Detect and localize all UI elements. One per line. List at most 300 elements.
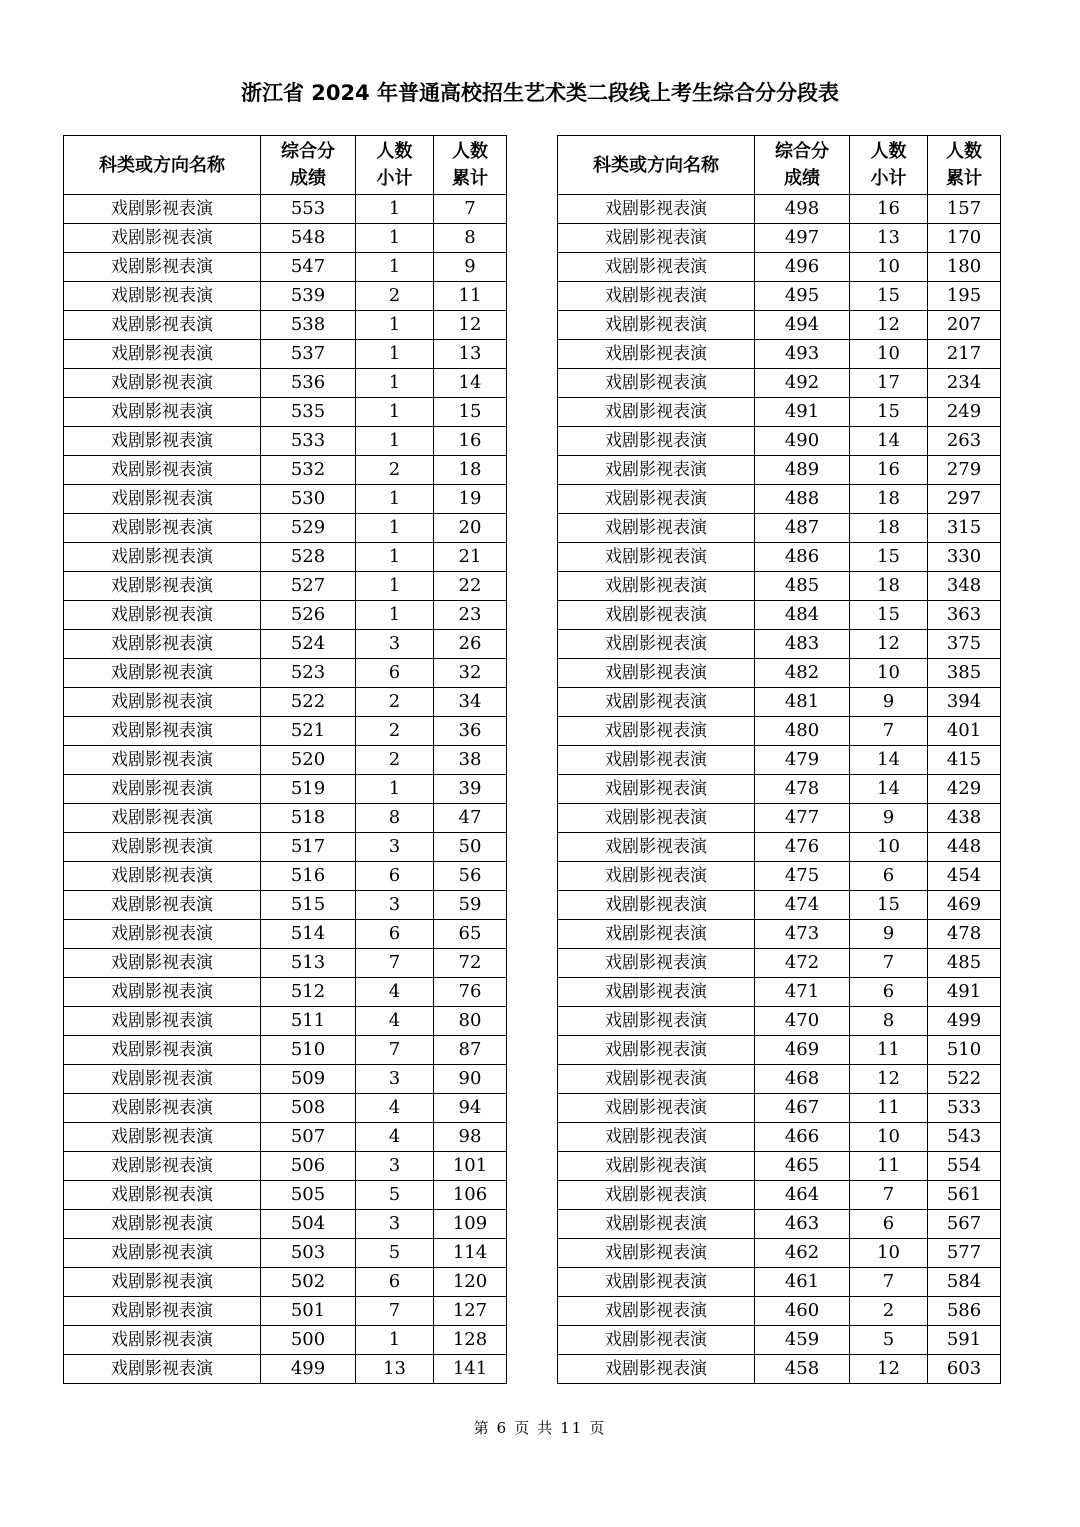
cell-count: 18 — [850, 572, 928, 601]
table-row — [64, 572, 507, 601]
cell-score: 488 — [755, 485, 850, 514]
cell-category-name: 戏剧影视表演 — [64, 688, 261, 717]
cell-score: 467 — [755, 1094, 850, 1123]
cell-category-name: 戏剧影视表演 — [558, 688, 755, 717]
cell-category-name: 戏剧影视表演 — [558, 1094, 755, 1123]
cell-count: 1 — [356, 398, 434, 427]
cell-category-name: 戏剧影视表演 — [558, 862, 755, 891]
cell-score: 537 — [261, 340, 356, 369]
cell-count: 17 — [850, 369, 928, 398]
cell-count: 18 — [850, 485, 928, 514]
cell-score: 478 — [755, 775, 850, 804]
cell-category-name: 戏剧影视表演 — [558, 1065, 755, 1094]
cell-cumulative: 217 — [928, 340, 1001, 369]
cell-score: 491 — [755, 398, 850, 427]
cell-category-name: 戏剧影视表演 — [558, 659, 755, 688]
table-row — [558, 746, 1001, 775]
cell-score: 464 — [755, 1181, 850, 1210]
cell-cumulative: 315 — [928, 514, 1001, 543]
cell-score: 517 — [261, 833, 356, 862]
cell-cumulative: 114 — [434, 1239, 507, 1268]
cell-category-name: 戏剧影视表演 — [558, 282, 755, 311]
cell-category-name: 戏剧影视表演 — [558, 427, 755, 456]
cell-category-name: 戏剧影视表演 — [64, 804, 261, 833]
cell-category-name: 戏剧影视表演 — [64, 833, 261, 862]
cell-cumulative: 401 — [928, 717, 1001, 746]
cell-count: 9 — [850, 688, 928, 717]
cell-count: 1 — [356, 572, 434, 601]
cell-cumulative: 21 — [434, 543, 507, 572]
cell-score: 472 — [755, 949, 850, 978]
header-score: 综合分 成绩 — [261, 136, 356, 195]
cell-score: 468 — [755, 1065, 850, 1094]
cell-category-name: 戏剧影视表演 — [64, 398, 261, 427]
cell-cumulative: 448 — [928, 833, 1001, 862]
cell-category-name: 戏剧影视表演 — [558, 1036, 755, 1065]
cell-cumulative: 591 — [928, 1326, 1001, 1355]
cell-score: 513 — [261, 949, 356, 978]
table-row — [64, 688, 507, 717]
table-row — [64, 1123, 507, 1152]
cell-score: 514 — [261, 920, 356, 949]
cell-cumulative: 56 — [434, 862, 507, 891]
cell-category-name: 戏剧影视表演 — [64, 311, 261, 340]
table-row — [558, 949, 1001, 978]
cell-count: 14 — [850, 746, 928, 775]
cell-cumulative: 157 — [928, 195, 1001, 224]
cell-category-name: 戏剧影视表演 — [558, 1355, 755, 1384]
table-row — [64, 427, 507, 456]
cell-category-name: 戏剧影视表演 — [64, 601, 261, 630]
table-row — [558, 514, 1001, 543]
cell-count: 6 — [850, 1210, 928, 1239]
cell-cumulative: 510 — [928, 1036, 1001, 1065]
table-row — [558, 311, 1001, 340]
cell-score: 520 — [261, 746, 356, 775]
cell-score: 492 — [755, 369, 850, 398]
cell-count: 3 — [356, 1210, 434, 1239]
cell-count: 7 — [850, 1181, 928, 1210]
cell-category-name: 戏剧影视表演 — [64, 1297, 261, 1326]
cell-cumulative: 180 — [928, 253, 1001, 282]
cell-category-name: 戏剧影视表演 — [64, 1036, 261, 1065]
cell-score: 489 — [755, 456, 850, 485]
cell-cumulative: 106 — [434, 1181, 507, 1210]
cell-cumulative: 128 — [434, 1326, 507, 1355]
cell-cumulative: 297 — [928, 485, 1001, 514]
table-row — [64, 1152, 507, 1181]
cell-cumulative: 50 — [434, 833, 507, 862]
table-row — [64, 311, 507, 340]
cell-category-name: 戏剧影视表演 — [558, 804, 755, 833]
cell-count: 6 — [356, 862, 434, 891]
cell-count: 4 — [356, 1094, 434, 1123]
cell-count: 1 — [356, 340, 434, 369]
cell-score: 521 — [261, 717, 356, 746]
cell-cumulative: 577 — [928, 1239, 1001, 1268]
cell-category-name: 戏剧影视表演 — [64, 862, 261, 891]
cell-cumulative: 454 — [928, 862, 1001, 891]
cell-category-name: 戏剧影视表演 — [558, 717, 755, 746]
score-table-left — [63, 135, 507, 1384]
cell-score: 462 — [755, 1239, 850, 1268]
cell-category-name: 戏剧影视表演 — [558, 340, 755, 369]
cell-category-name: 戏剧影视表演 — [64, 1210, 261, 1239]
cell-cumulative: 72 — [434, 949, 507, 978]
cell-cumulative: 120 — [434, 1268, 507, 1297]
table-row — [64, 1297, 507, 1326]
cell-score: 518 — [261, 804, 356, 833]
table-row — [558, 485, 1001, 514]
table-row — [64, 601, 507, 630]
cell-score: 505 — [261, 1181, 356, 1210]
cell-category-name: 戏剧影视表演 — [558, 311, 755, 340]
cell-score: 510 — [261, 1036, 356, 1065]
cell-score: 526 — [261, 601, 356, 630]
cell-cumulative: 469 — [928, 891, 1001, 920]
cell-count: 18 — [850, 514, 928, 543]
cell-cumulative: 26 — [434, 630, 507, 659]
cell-category-name: 戏剧影视表演 — [64, 1094, 261, 1123]
cell-category-name: 戏剧影视表演 — [64, 369, 261, 398]
cell-score: 473 — [755, 920, 850, 949]
cell-count: 6 — [850, 978, 928, 1007]
cell-cumulative: 76 — [434, 978, 507, 1007]
cell-count: 1 — [356, 427, 434, 456]
cell-cumulative: 87 — [434, 1036, 507, 1065]
cell-category-name: 戏剧影视表演 — [558, 1181, 755, 1210]
page-title: 浙江省 2024 年普通高校招生艺术类二段线上考生综合分分段表 — [240, 81, 840, 105]
cell-category-name: 戏剧影视表演 — [64, 1355, 261, 1384]
table-row — [558, 1326, 1001, 1355]
table-row — [558, 1181, 1001, 1210]
cell-cumulative: 23 — [434, 601, 507, 630]
cell-score: 477 — [755, 804, 850, 833]
cell-category-name: 戏剧影视表演 — [558, 1210, 755, 1239]
cell-count: 12 — [850, 630, 928, 659]
cell-count: 15 — [850, 543, 928, 572]
cell-score: 527 — [261, 572, 356, 601]
table-row — [64, 659, 507, 688]
cell-cumulative: 561 — [928, 1181, 1001, 1210]
cell-score: 502 — [261, 1268, 356, 1297]
cell-count: 9 — [850, 804, 928, 833]
table-row — [558, 688, 1001, 717]
cell-category-name: 戏剧影视表演 — [64, 456, 261, 485]
cell-cumulative: 47 — [434, 804, 507, 833]
table-row — [64, 282, 507, 311]
table-row — [558, 1152, 1001, 1181]
cell-cumulative: 249 — [928, 398, 1001, 427]
cell-cumulative: 90 — [434, 1065, 507, 1094]
cell-cumulative: 207 — [928, 311, 1001, 340]
cell-category-name: 戏剧影视表演 — [64, 775, 261, 804]
cell-category-name: 戏剧影视表演 — [64, 1326, 261, 1355]
table-row — [64, 1094, 507, 1123]
table-row — [558, 427, 1001, 456]
table-row — [558, 804, 1001, 833]
cell-cumulative: 195 — [928, 282, 1001, 311]
cell-count: 1 — [356, 1326, 434, 1355]
cell-count: 7 — [850, 717, 928, 746]
cell-score: 466 — [755, 1123, 850, 1152]
cell-category-name: 戏剧影视表演 — [558, 253, 755, 282]
cell-count: 7 — [356, 949, 434, 978]
table-row — [64, 746, 507, 775]
cell-cumulative: 279 — [928, 456, 1001, 485]
cell-count: 1 — [356, 485, 434, 514]
table-row — [558, 1007, 1001, 1036]
cell-cumulative: 9 — [434, 253, 507, 282]
cell-score: 483 — [755, 630, 850, 659]
cell-cumulative: 59 — [434, 891, 507, 920]
cell-score: 504 — [261, 1210, 356, 1239]
cell-cumulative: 586 — [928, 1297, 1001, 1326]
cell-category-name: 戏剧影视表演 — [558, 1007, 755, 1036]
cell-cumulative: 20 — [434, 514, 507, 543]
cell-count: 16 — [850, 195, 928, 224]
cell-count: 15 — [850, 891, 928, 920]
cell-score: 538 — [261, 311, 356, 340]
cell-cumulative: 22 — [434, 572, 507, 601]
cell-cumulative: 127 — [434, 1297, 507, 1326]
table-row — [64, 1268, 507, 1297]
cell-count: 1 — [356, 195, 434, 224]
cell-count: 3 — [356, 1152, 434, 1181]
cell-category-name: 戏剧影视表演 — [64, 1268, 261, 1297]
table-row — [64, 224, 507, 253]
cell-category-name: 戏剧影视表演 — [558, 195, 755, 224]
cell-cumulative: 11 — [434, 282, 507, 311]
cell-count: 10 — [850, 1239, 928, 1268]
table-row — [64, 1007, 507, 1036]
cell-category-name: 戏剧影视表演 — [64, 920, 261, 949]
table-header-row — [558, 136, 1001, 195]
cell-score: 493 — [755, 340, 850, 369]
cell-cumulative: 263 — [928, 427, 1001, 456]
cell-score: 509 — [261, 1065, 356, 1094]
cell-count: 7 — [356, 1036, 434, 1065]
cell-cumulative: 98 — [434, 1123, 507, 1152]
table-row — [558, 1123, 1001, 1152]
table-row — [558, 369, 1001, 398]
cell-count: 10 — [850, 253, 928, 282]
cell-category-name: 戏剧影视表演 — [64, 1239, 261, 1268]
cell-count: 12 — [850, 1355, 928, 1384]
table-row — [558, 572, 1001, 601]
cell-score: 529 — [261, 514, 356, 543]
cell-score: 547 — [261, 253, 356, 282]
cell-count: 11 — [850, 1152, 928, 1181]
cell-score: 497 — [755, 224, 850, 253]
cell-category-name: 戏剧影视表演 — [64, 1065, 261, 1094]
cell-score: 528 — [261, 543, 356, 572]
table-row — [64, 1210, 507, 1239]
cell-category-name: 戏剧影视表演 — [64, 514, 261, 543]
cell-category-name: 戏剧影视表演 — [558, 833, 755, 862]
cell-score: 553 — [261, 195, 356, 224]
cell-cumulative: 438 — [928, 804, 1001, 833]
cell-score: 507 — [261, 1123, 356, 1152]
cell-score: 470 — [755, 1007, 850, 1036]
cell-count: 14 — [850, 427, 928, 456]
table-row — [64, 398, 507, 427]
cell-category-name: 戏剧影视表演 — [64, 253, 261, 282]
cell-cumulative: 170 — [928, 224, 1001, 253]
cell-count: 3 — [356, 1065, 434, 1094]
cell-score: 499 — [261, 1355, 356, 1384]
table-row — [64, 1326, 507, 1355]
table-row — [64, 195, 507, 224]
cell-category-name: 戏剧影视表演 — [558, 775, 755, 804]
header-category-name: 科类或方向名称 — [558, 136, 755, 195]
cell-cumulative: 8 — [434, 224, 507, 253]
cell-count: 10 — [850, 833, 928, 862]
cell-category-name: 戏剧影视表演 — [558, 1268, 755, 1297]
cell-category-name: 戏剧影视表演 — [558, 543, 755, 572]
cell-count: 11 — [850, 1094, 928, 1123]
cell-score: 476 — [755, 833, 850, 862]
cell-score: 479 — [755, 746, 850, 775]
table-row — [558, 891, 1001, 920]
header-score: 综合分 成绩 — [755, 136, 850, 195]
cell-count: 6 — [356, 1268, 434, 1297]
cell-count: 16 — [850, 456, 928, 485]
cell-score: 482 — [755, 659, 850, 688]
table-row — [558, 601, 1001, 630]
table-row — [64, 949, 507, 978]
cell-cumulative: 499 — [928, 1007, 1001, 1036]
table-row — [558, 775, 1001, 804]
cell-cumulative: 394 — [928, 688, 1001, 717]
cell-cumulative: 348 — [928, 572, 1001, 601]
cell-category-name: 戏剧影视表演 — [64, 1123, 261, 1152]
cell-count: 13 — [356, 1355, 434, 1384]
cell-score: 511 — [261, 1007, 356, 1036]
cell-count: 1 — [356, 543, 434, 572]
cell-category-name: 戏剧影视表演 — [64, 543, 261, 572]
cell-category-name: 戏剧影视表演 — [64, 1181, 261, 1210]
cell-cumulative: 39 — [434, 775, 507, 804]
cell-count: 6 — [356, 659, 434, 688]
cell-score: 506 — [261, 1152, 356, 1181]
cell-count: 3 — [356, 833, 434, 862]
cell-cumulative: 567 — [928, 1210, 1001, 1239]
cell-count: 15 — [850, 601, 928, 630]
cell-category-name: 戏剧影视表演 — [64, 891, 261, 920]
cell-count: 2 — [356, 688, 434, 717]
header-cumulative: 人数 累计 — [434, 136, 507, 195]
cell-category-name: 戏剧影视表演 — [558, 485, 755, 514]
cell-score: 535 — [261, 398, 356, 427]
cell-score: 474 — [755, 891, 850, 920]
cell-cumulative: 94 — [434, 1094, 507, 1123]
table-row — [558, 833, 1001, 862]
table-row — [558, 1210, 1001, 1239]
cell-cumulative: 429 — [928, 775, 1001, 804]
table-row — [64, 543, 507, 572]
table-row — [64, 253, 507, 282]
cell-count: 1 — [356, 514, 434, 543]
cell-category-name: 戏剧影视表演 — [558, 1239, 755, 1268]
cell-cumulative: 554 — [928, 1152, 1001, 1181]
cell-score: 486 — [755, 543, 850, 572]
cell-count: 5 — [356, 1239, 434, 1268]
cell-cumulative: 363 — [928, 601, 1001, 630]
table-row — [64, 978, 507, 1007]
cell-category-name: 戏剧影视表演 — [558, 1297, 755, 1326]
table-row — [64, 891, 507, 920]
cell-count: 1 — [356, 775, 434, 804]
cell-count: 8 — [356, 804, 434, 833]
cell-score: 515 — [261, 891, 356, 920]
cell-category-name: 戏剧影视表演 — [558, 224, 755, 253]
table-row — [558, 630, 1001, 659]
cell-count: 15 — [850, 398, 928, 427]
cell-category-name: 戏剧影视表演 — [558, 978, 755, 1007]
cell-cumulative: 415 — [928, 746, 1001, 775]
cell-category-name: 戏剧影视表演 — [64, 1007, 261, 1036]
table-row — [558, 282, 1001, 311]
cell-cumulative: 18 — [434, 456, 507, 485]
cell-cumulative: 34 — [434, 688, 507, 717]
cell-cumulative: 15 — [434, 398, 507, 427]
cell-score: 480 — [755, 717, 850, 746]
cell-count: 7 — [356, 1297, 434, 1326]
cell-score: 500 — [261, 1326, 356, 1355]
table-row — [64, 369, 507, 398]
table-row — [558, 543, 1001, 572]
cell-category-name: 戏剧影视表演 — [558, 398, 755, 427]
cell-cumulative: 101 — [434, 1152, 507, 1181]
table-row — [558, 1094, 1001, 1123]
cell-cumulative: 14 — [434, 369, 507, 398]
cell-count: 10 — [850, 340, 928, 369]
table-row — [64, 920, 507, 949]
cell-cumulative: 32 — [434, 659, 507, 688]
cell-count: 15 — [850, 282, 928, 311]
cell-score: 458 — [755, 1355, 850, 1384]
table-row — [558, 1036, 1001, 1065]
cell-score: 533 — [261, 427, 356, 456]
cell-count: 2 — [356, 717, 434, 746]
header-count: 人数 小计 — [850, 136, 928, 195]
cell-count: 1 — [356, 253, 434, 282]
table-row — [558, 1239, 1001, 1268]
page-total: 11 — [560, 1419, 584, 1437]
table-row — [558, 224, 1001, 253]
cell-cumulative: 375 — [928, 630, 1001, 659]
table-row — [64, 1036, 507, 1065]
cell-count: 10 — [850, 659, 928, 688]
cell-category-name: 戏剧影视表演 — [558, 630, 755, 659]
cell-score: 516 — [261, 862, 356, 891]
table-row — [64, 804, 507, 833]
table-row — [558, 862, 1001, 891]
cell-score: 519 — [261, 775, 356, 804]
cell-category-name: 戏剧影视表演 — [64, 746, 261, 775]
cell-cumulative: 19 — [434, 485, 507, 514]
cell-count: 1 — [356, 311, 434, 340]
table-row — [64, 775, 507, 804]
table-row — [64, 514, 507, 543]
cell-count: 3 — [356, 891, 434, 920]
cell-count: 11 — [850, 1036, 928, 1065]
table-row — [558, 1065, 1001, 1094]
header-category-name: 科类或方向名称 — [64, 136, 261, 195]
cell-score: 522 — [261, 688, 356, 717]
cell-score: 471 — [755, 978, 850, 1007]
